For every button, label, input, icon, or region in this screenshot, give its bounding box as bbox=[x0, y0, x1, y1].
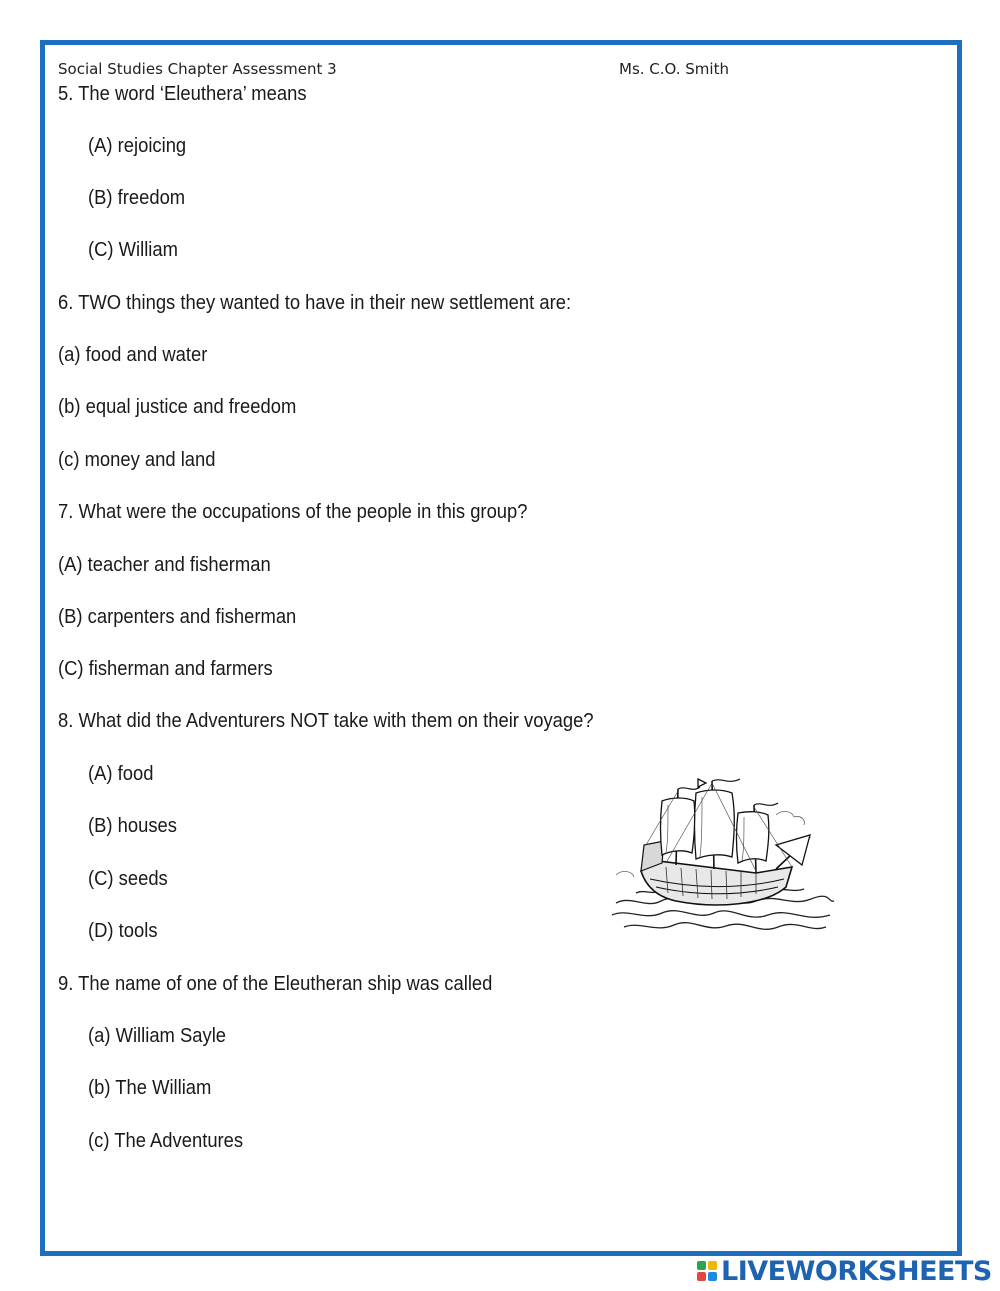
logo-block-3 bbox=[697, 1272, 706, 1281]
question-6: 6. TWO things they wanted to have in their new settlement are: bbox=[58, 292, 572, 314]
page-header bbox=[58, 60, 758, 80]
sailing-ship-icon bbox=[606, 775, 838, 940]
question-9-option-c[interactable]: (c) The Adventures bbox=[88, 1130, 244, 1152]
question-8-option-d[interactable]: (D) tools bbox=[88, 920, 158, 942]
logo-text: LIVEWORKSHEETS bbox=[721, 1255, 992, 1287]
question-5-option-a[interactable]: (A) rejoicing bbox=[88, 135, 187, 157]
logo-blocks-icon bbox=[697, 1261, 717, 1281]
logo-block-1 bbox=[697, 1261, 706, 1270]
question-6-option-b[interactable]: (b) equal justice and freedom bbox=[58, 396, 297, 418]
question-8-option-c[interactable]: (C) seeds bbox=[88, 868, 168, 890]
question-7-option-b[interactable]: (B) carpenters and fisherman bbox=[58, 606, 297, 628]
question-7-option-c[interactable]: (C) fisherman and farmers bbox=[58, 658, 273, 680]
question-8: 8. What did the Adventurers NOT take with them on their voyage? bbox=[58, 710, 594, 732]
question-8-option-b[interactable]: (B) houses bbox=[88, 815, 177, 837]
liveworksheets-logo[interactable] bbox=[697, 1256, 992, 1286]
header-teacher: Ms. C.O. Smith bbox=[619, 60, 729, 78]
logo-block-4 bbox=[708, 1272, 717, 1281]
question-5-option-b[interactable]: (B) freedom bbox=[88, 187, 186, 209]
question-6-option-c[interactable]: (c) money and land bbox=[58, 449, 216, 471]
question-7: 7. What were the occupations of the people in this group? bbox=[58, 501, 528, 523]
question-8-option-a[interactable]: (A) food bbox=[88, 763, 154, 785]
question-9-option-a[interactable]: (a) William Sayle bbox=[88, 1025, 227, 1047]
question-9: 9. The name of one of the Eleutheran ship was called bbox=[58, 973, 493, 995]
header-title: Social Studies Chapter Assessment 3 bbox=[58, 60, 337, 78]
question-9-option-b[interactable]: (b) The William bbox=[88, 1077, 212, 1099]
page-border bbox=[40, 40, 962, 1256]
question-6-option-a[interactable]: (a) food and water bbox=[58, 344, 208, 366]
question-5-option-c[interactable]: (C) William bbox=[88, 239, 178, 261]
logo-block-2 bbox=[708, 1261, 717, 1270]
question-5: 5. The word ‘Eleuthera’ means bbox=[58, 83, 307, 105]
question-7-option-a[interactable]: (A) teacher and fisherman bbox=[58, 554, 271, 576]
